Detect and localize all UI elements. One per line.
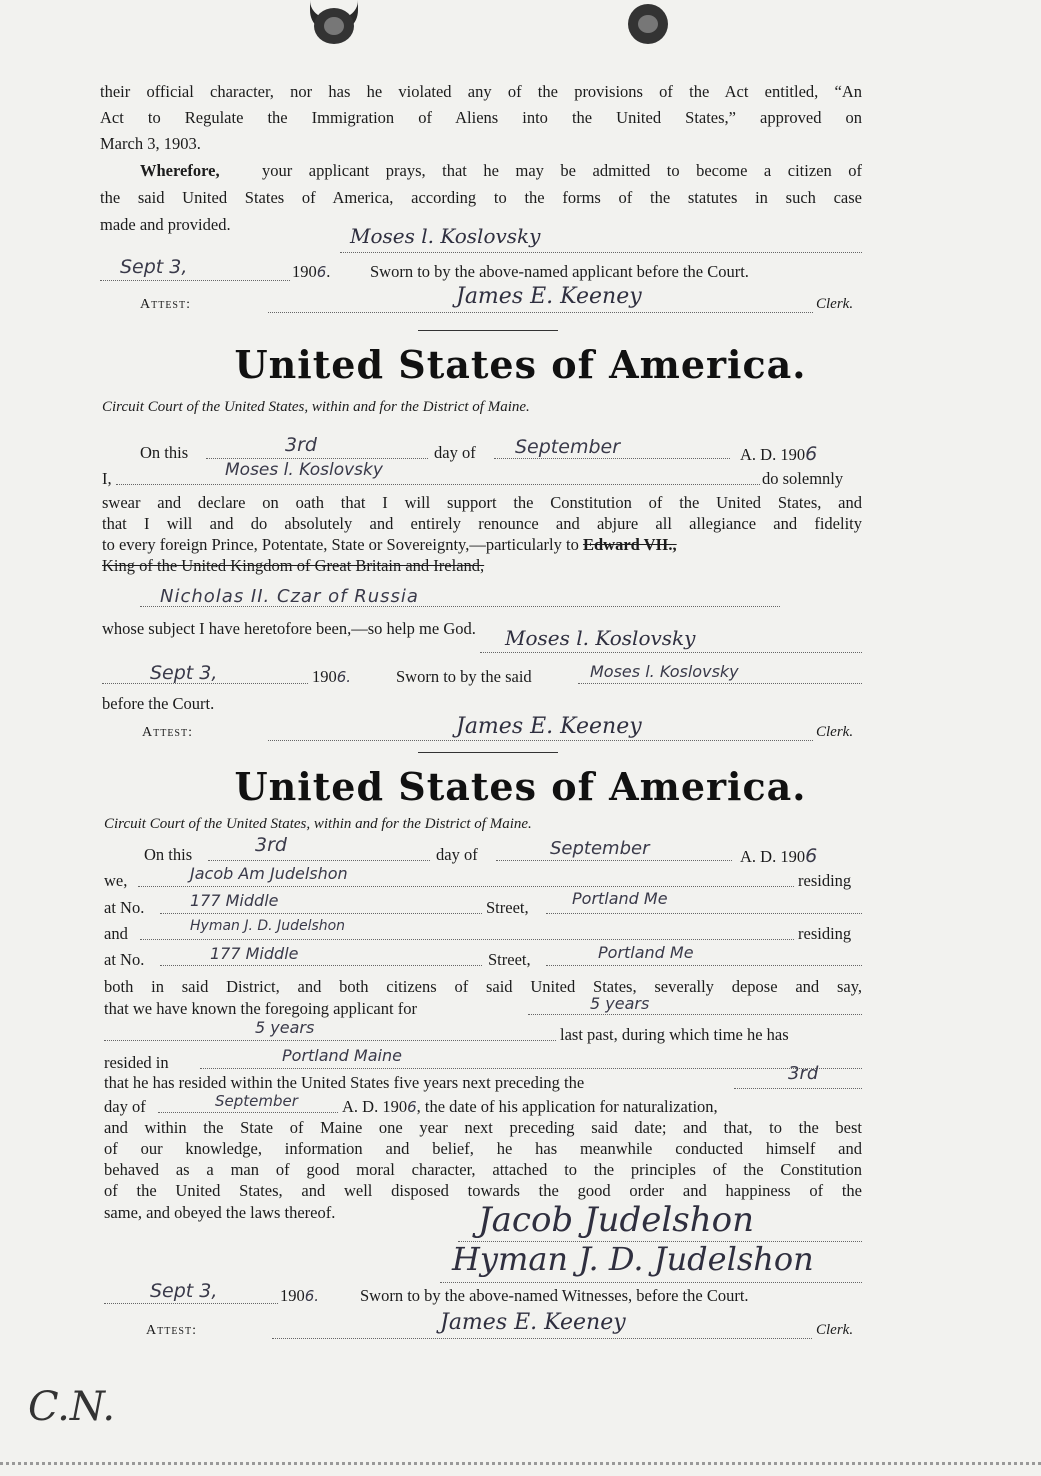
oath-attest-line bbox=[268, 740, 813, 741]
petition-line-4 bbox=[140, 161, 862, 181]
witness-month2-line bbox=[158, 1112, 338, 1113]
witness-line-five: that he has resided within the United States five years next preceding the bbox=[104, 1073, 585, 1092]
oath-court-line: Circuit Court of the United States, within and for the District of Maine. bbox=[102, 399, 530, 415]
year-prefix: 190 bbox=[292, 262, 317, 281]
witness-line-c1: and within the State of Maine one year next preceding said date; and that, to the best bbox=[104, 1118, 862, 1137]
witness-month-hw: September bbox=[550, 838, 650, 859]
witness-date-line bbox=[104, 1303, 278, 1304]
witness-resided-hw: Portland Maine bbox=[282, 1046, 402, 1065]
witness-city1-line bbox=[546, 913, 862, 914]
witness-no2-hw: 177 Middle bbox=[210, 944, 299, 963]
oath-day-of: day of bbox=[434, 443, 476, 462]
oath-struck-king: King of the United Kingdom of Great Britain and Ireland, bbox=[102, 556, 485, 575]
witness-years1-hw: 5 years bbox=[590, 994, 650, 1013]
witness-line-c5: same, and obeyed the laws thereof. bbox=[104, 1203, 336, 1222]
oath-before-court: before the Court. bbox=[102, 694, 215, 713]
oath-year bbox=[312, 667, 351, 687]
witness-we-label: we, bbox=[104, 871, 128, 890]
witness-five-day-hw: 3rd bbox=[788, 1063, 819, 1084]
witness-heading: United States of America. bbox=[234, 764, 807, 809]
oath-ad-text: A. D. 190 bbox=[740, 445, 806, 464]
witness-day-line bbox=[208, 860, 430, 861]
petition-attest-label: Attest: bbox=[140, 297, 191, 312]
oath-sworn-by: Sworn to by the said bbox=[396, 667, 532, 686]
oath-name-line bbox=[116, 484, 760, 485]
oath-sig-line bbox=[480, 652, 862, 653]
witness-city2-line bbox=[546, 965, 862, 966]
witness-resided-in: resided in bbox=[104, 1053, 169, 1072]
witness-five-day-line bbox=[734, 1088, 862, 1089]
witness-on-this: On this bbox=[144, 845, 193, 864]
oath-year-hw: 6 bbox=[805, 443, 818, 465]
oath-line-c bbox=[102, 535, 677, 555]
petition-line-5: the said United States of America, according to the forms of the statutes in such case bbox=[100, 188, 862, 207]
witness-years2-hw: 5 years bbox=[255, 1018, 315, 1037]
oath-i-label: I, bbox=[102, 469, 112, 488]
witness-year bbox=[280, 1286, 319, 1306]
witness-clerk-signature: James E. Keeney bbox=[440, 1310, 626, 1335]
witness-city2-hw: Portland Me bbox=[598, 943, 694, 962]
witness-name2-hw: Hyman J. D. Judelshon bbox=[190, 918, 346, 934]
witness-attest-line bbox=[272, 1338, 812, 1339]
petition-line-3: March 3, 1903. bbox=[100, 134, 201, 153]
witness-date-line-text bbox=[342, 1097, 718, 1117]
petition-clerk-label: Clerk. bbox=[816, 296, 854, 312]
petition-line-6: made and provided. bbox=[100, 215, 231, 234]
oath-sovereign-hw: Nicholas II. Czar of Russia bbox=[160, 586, 419, 607]
petition-line-2: Act to Regulate the Immigration of Aliens into the United States,” approved on bbox=[100, 108, 862, 127]
attest-line bbox=[268, 312, 813, 313]
petition-line-1: their official character, nor has he violated any of the provisions of the Act entitled, “An bbox=[100, 82, 862, 101]
witness-month-line bbox=[496, 860, 732, 861]
witness-year-hw3: 6. bbox=[304, 1287, 320, 1305]
witness-resided-line bbox=[200, 1068, 862, 1069]
witness-and-label: and bbox=[104, 924, 128, 943]
petition-line-4-rest: your applicant prays, that he may be admitted to become a citizen of bbox=[262, 161, 862, 180]
witness-no2-line bbox=[160, 965, 482, 966]
oath-sworn-name-line bbox=[578, 683, 862, 684]
oath-date-hw: Sept 3, bbox=[150, 662, 218, 684]
petition-date: Sept 3, bbox=[120, 256, 188, 278]
witness-date-hw: Sept 3, bbox=[150, 1280, 218, 1302]
oath-sovereign-line bbox=[140, 606, 780, 607]
witness-line-both: both in said District, and both citizens of said United States, severally depose and say, bbox=[104, 977, 862, 996]
petition-clerk-signature: James E. Keeney bbox=[456, 284, 642, 309]
oath-line-a: swear and declare on oath that I will support the Constitution of the United States, and bbox=[102, 493, 862, 512]
section-divider-1 bbox=[418, 330, 558, 331]
witness-years1-line bbox=[528, 1014, 862, 1015]
petition-sworn-text: Sworn to by the above-named applicant before the Court. bbox=[370, 262, 749, 281]
date-line bbox=[100, 280, 290, 281]
signature-line bbox=[340, 252, 862, 253]
oath-sworn-name-hw: Moses l. Koslovsky bbox=[590, 662, 739, 681]
witness-residing2: residing bbox=[798, 924, 852, 943]
witness-attest-label: Attest: bbox=[146, 1323, 197, 1338]
witness-street1: Street, bbox=[486, 898, 529, 917]
witness-signature-1: Jacob Judelshon bbox=[478, 1200, 754, 1240]
witness-day-hw: 3rd bbox=[255, 834, 287, 856]
witness-sworn-text: Sworn to by the above-named Witnesses, before the Court. bbox=[360, 1286, 749, 1305]
witness-day-of2: day of bbox=[104, 1097, 146, 1116]
witness-city1-hw: Portland Me bbox=[572, 889, 668, 908]
witness-day-of: day of bbox=[436, 845, 478, 864]
witness-residing1: residing bbox=[798, 871, 852, 890]
witness-month2-hw: September bbox=[215, 1092, 298, 1110]
oath-line-b: that I will and do absolutely and entirely renounce and abjure all allegiance and fidelity bbox=[102, 514, 862, 533]
oath-month-line bbox=[494, 458, 730, 459]
witness-line-c3: behaved as a man of good moral character, attached to the principles of the Constitution bbox=[104, 1160, 862, 1179]
section-divider-2 bbox=[418, 752, 558, 753]
witness-years2-line bbox=[104, 1040, 556, 1041]
oath-attest-label: Attest: bbox=[142, 725, 193, 740]
oath-day-line bbox=[206, 458, 428, 459]
oath-year-text: 190 bbox=[312, 667, 337, 686]
bottom-edge bbox=[0, 1462, 1041, 1465]
witness-ad-text: A. D. 190 bbox=[740, 847, 806, 866]
witness-name1-hw: Jacob Am Judelshon bbox=[190, 864, 348, 883]
punch-hole-right bbox=[620, 0, 676, 48]
margin-note: C.N. bbox=[28, 1384, 116, 1430]
oath-line-c-text: to every foreign Prince, Potentate, State or Sovereignty,—particularly to bbox=[102, 535, 579, 554]
oath-applicant-signature: Moses l. Koslovsky bbox=[505, 626, 696, 650]
witness-name1-line bbox=[138, 886, 794, 887]
oath-ad bbox=[740, 443, 817, 465]
wherefore-word: Wherefore, bbox=[140, 161, 220, 180]
witness-no1-line bbox=[160, 913, 482, 914]
witness-sig2-line bbox=[440, 1282, 862, 1283]
witness-ad2: A. D. 190 bbox=[342, 1097, 408, 1116]
witness-line-c2: of our knowledge, information and belief, he has meanwhile conducted himself and bbox=[104, 1139, 862, 1158]
oath-struck-edward: Edward VII., bbox=[582, 535, 677, 554]
witness-last-past: last past, during which time he has bbox=[560, 1025, 789, 1044]
year-hw: 6 bbox=[316, 263, 327, 281]
witness-at-no1: at No. bbox=[104, 898, 145, 917]
witness-signature-2: Hyman J. D. Judelshon bbox=[452, 1240, 814, 1278]
witness-court-line: Circuit Court of the United States, within and for the District of Maine. bbox=[104, 816, 532, 832]
witness-no1-hw: 177 Middle bbox=[190, 891, 279, 910]
oath-day-hw: 3rd bbox=[285, 434, 317, 456]
witness-line-date-rest: , the date of his application for naturalization, bbox=[416, 1097, 718, 1116]
oath-month-hw: September bbox=[515, 436, 621, 458]
oath-clerk-label: Clerk. bbox=[816, 724, 854, 740]
witness-year-text: 190 bbox=[280, 1286, 305, 1305]
witness-year2-hw: 6 bbox=[407, 1098, 417, 1116]
petition-year: 1906. bbox=[292, 262, 331, 281]
punch-hole-left bbox=[306, 0, 362, 48]
witness-year-hw: 6 bbox=[805, 845, 818, 867]
witness-line-c4: of the United States, and well disposed towards the good order and happiness of the bbox=[104, 1181, 862, 1200]
oath-clerk-signature: James E. Keeney bbox=[456, 714, 642, 739]
witness-at-no2: at No. bbox=[104, 950, 145, 969]
witness-ad bbox=[740, 845, 817, 867]
witness-line-known: that we have known the foregoing applicant for bbox=[104, 999, 417, 1018]
oath-do-solemnly: do solemnly bbox=[762, 469, 844, 488]
witness-name2-line bbox=[140, 939, 794, 940]
oath-name-hw: Moses l. Koslovsky bbox=[225, 460, 383, 480]
oath-year-hw2: 6. bbox=[336, 668, 352, 686]
witness-clerk-label: Clerk. bbox=[816, 1322, 854, 1338]
oath-whose-subject: whose subject I have heretofore been,—so help me God. bbox=[102, 619, 476, 638]
applicant-signature: Moses l. Koslovsky bbox=[350, 224, 541, 248]
oath-on-this: On this bbox=[140, 443, 189, 462]
witness-street2: Street, bbox=[488, 950, 531, 969]
oath-heading: United States of America. bbox=[234, 342, 807, 387]
